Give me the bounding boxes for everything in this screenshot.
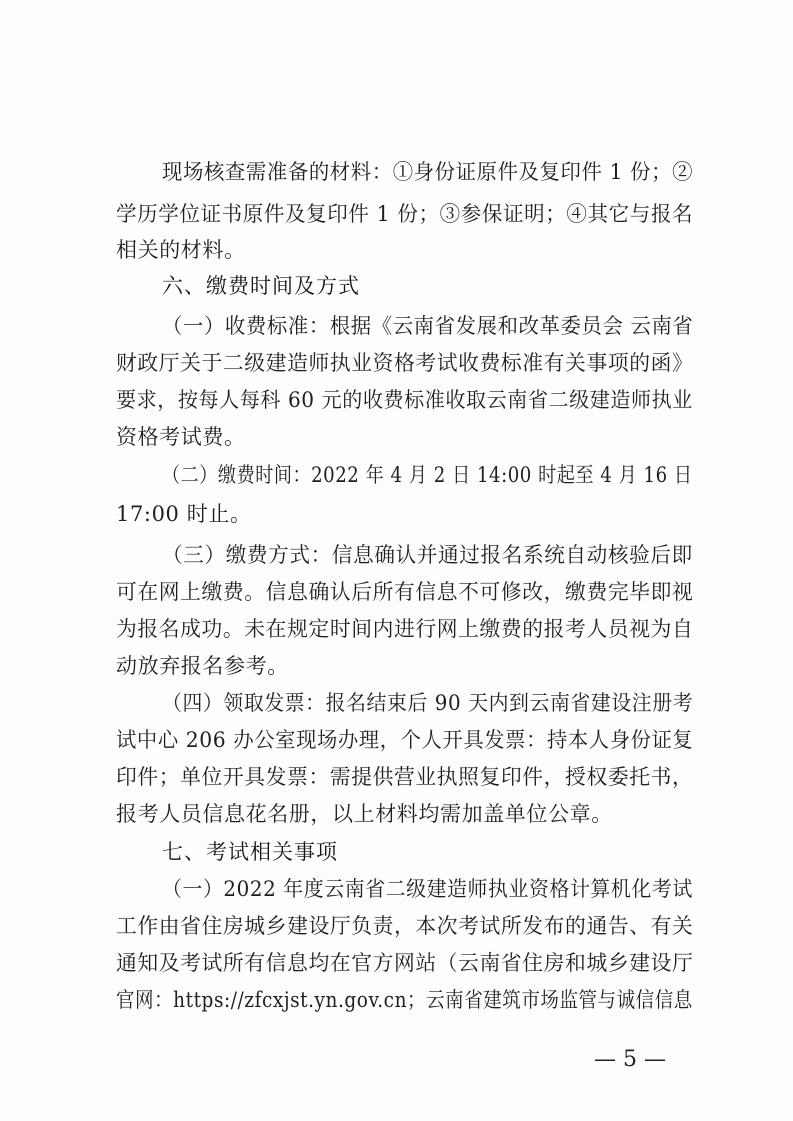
page-number: — 5 — [594,1047,666,1072]
paragraph-line: 印件；单位开具发票：需提供营业执照复印件，授权委托书， [116,765,694,789]
paragraph-line: 要求，按每人每科 60 元的收费标准收取云南省二级建造师执业 [116,388,693,412]
paragraph-line: 17:00 时止。 [116,502,252,526]
paragraph-line: 资格考试费。 [116,425,246,449]
section-heading-six: 六、缴费时间及方式 [162,274,360,298]
paragraph-line: 相关的材料。 [116,238,246,262]
paragraph-line: 为报名成功。未在规定时间内进行网上缴费的报考人员视为自 [116,617,694,641]
paragraph-line: 通知及考试所有信息均在官方网站（云南省住房和城乡建设厅 [116,951,694,975]
paragraph-line: （二）缴费时间：2022 年 4 月 2 日 14:00 时起至 4 月 16 日 [162,463,693,487]
paragraph-line: 工作由省住房城乡建设厅负责，本次考试所发布的通告、有关 [116,914,694,938]
paragraph-line: 财政厅关于二级建造师执业资格考试收费标准有关事项的函》 [116,351,694,375]
paragraph-line: 可在网上缴费。信息确认后所有信息不可修改，缴费完毕即视 [116,580,694,604]
paragraph-line: （四）领取发票：报名结束后 90 天内到云南省建设注册考 [162,691,694,715]
paragraph-line: （一）2022 年度云南省二级建造师执业资格计算机化考试 [162,877,693,901]
paragraph-line: （一）收费标准：根据《云南省发展和改革委员会 云南省 [162,314,694,338]
paragraph-line: 报考人员信息花名册，以上材料均需加盖单位公章。 [116,802,613,826]
paragraph-line: 现场核查需准备的材料：①身份证原件及复印件 1 份；② [162,160,694,184]
paragraph-line: 动放弃报名参考。 [116,654,289,678]
paragraph-line: 官网：https://zfcxjst.yn.gov.cn；云南省建筑市场监管与诚信信息 [116,988,693,1012]
paragraph-line: （三）缴费方式：信息确认并通过报名系统自动核验后即 [162,543,693,567]
paragraph-line: 试中心 206 办公室现场办理，个人开具发票：持本人身份证复 [116,728,694,752]
paragraph-line: 学历学位证书原件及复印件 1 份；③参保证明；④其它与报名 [116,202,694,226]
section-heading-seven: 七、考试相关事项 [162,840,338,864]
